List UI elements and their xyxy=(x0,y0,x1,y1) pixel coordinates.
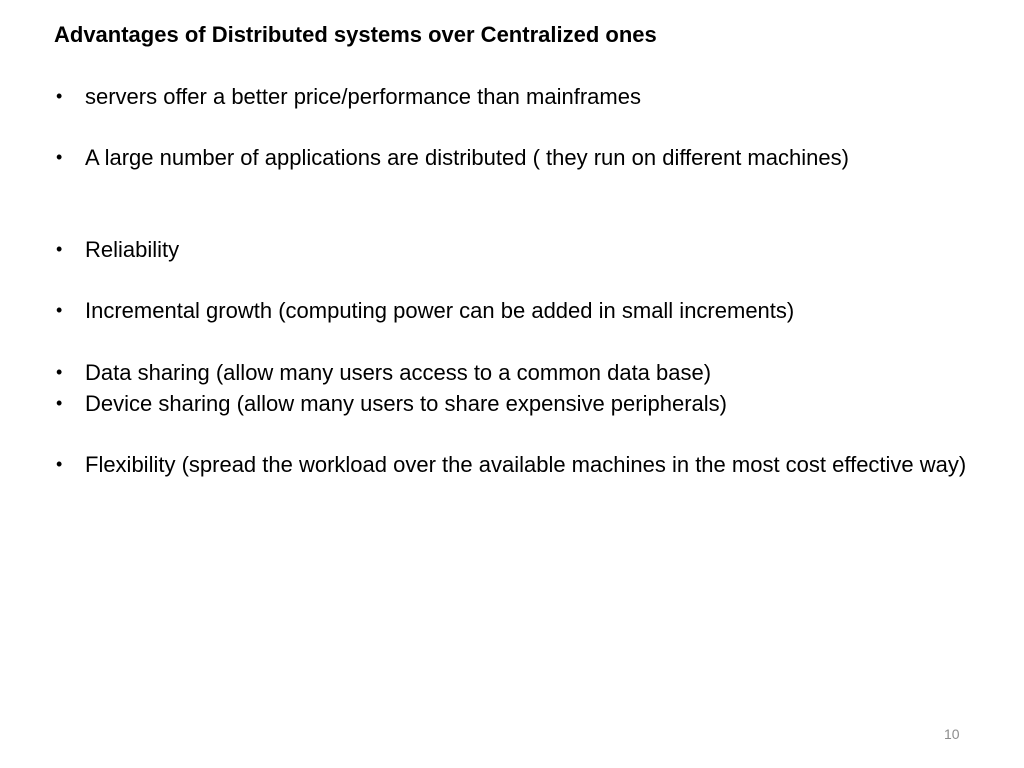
bullet-text: Flexibility (spread the workload over the available machines in the most cost effective way) xyxy=(85,452,967,477)
bullet-item xyxy=(54,234,974,265)
bullet-item xyxy=(54,357,974,388)
bullet-item xyxy=(54,295,974,326)
bullet-marker: • xyxy=(56,454,63,474)
bullet-text: Incremental growth (computing power can be added in small increments) xyxy=(85,298,795,323)
bullet-marker: • xyxy=(56,362,63,382)
bullet-marker: • xyxy=(56,86,63,106)
page-number: 10 xyxy=(944,726,960,742)
bullet-text: Device sharing (allow many users to share expensive peripherals) xyxy=(85,391,727,416)
bullet-item xyxy=(54,81,974,112)
bullet-item xyxy=(54,142,974,173)
bullet-text: A large number of applications are distributed ( they run on different machines) xyxy=(85,145,849,170)
bullet-marker: • xyxy=(56,147,63,167)
bullet-text: Data sharing (allow many users access to a common data base) xyxy=(85,360,712,385)
bullet-marker: • xyxy=(56,300,63,320)
slide-title: Advantages of Distributed systems over Centralized ones xyxy=(54,22,657,47)
bullet-marker: • xyxy=(56,239,63,259)
bullet-marker: • xyxy=(56,393,63,413)
bullet-text: Reliability xyxy=(85,237,180,262)
bullet-item xyxy=(54,449,974,480)
bullet-item xyxy=(54,388,974,419)
bullet-text: servers offer a better price/performance than mainframes xyxy=(85,84,641,109)
